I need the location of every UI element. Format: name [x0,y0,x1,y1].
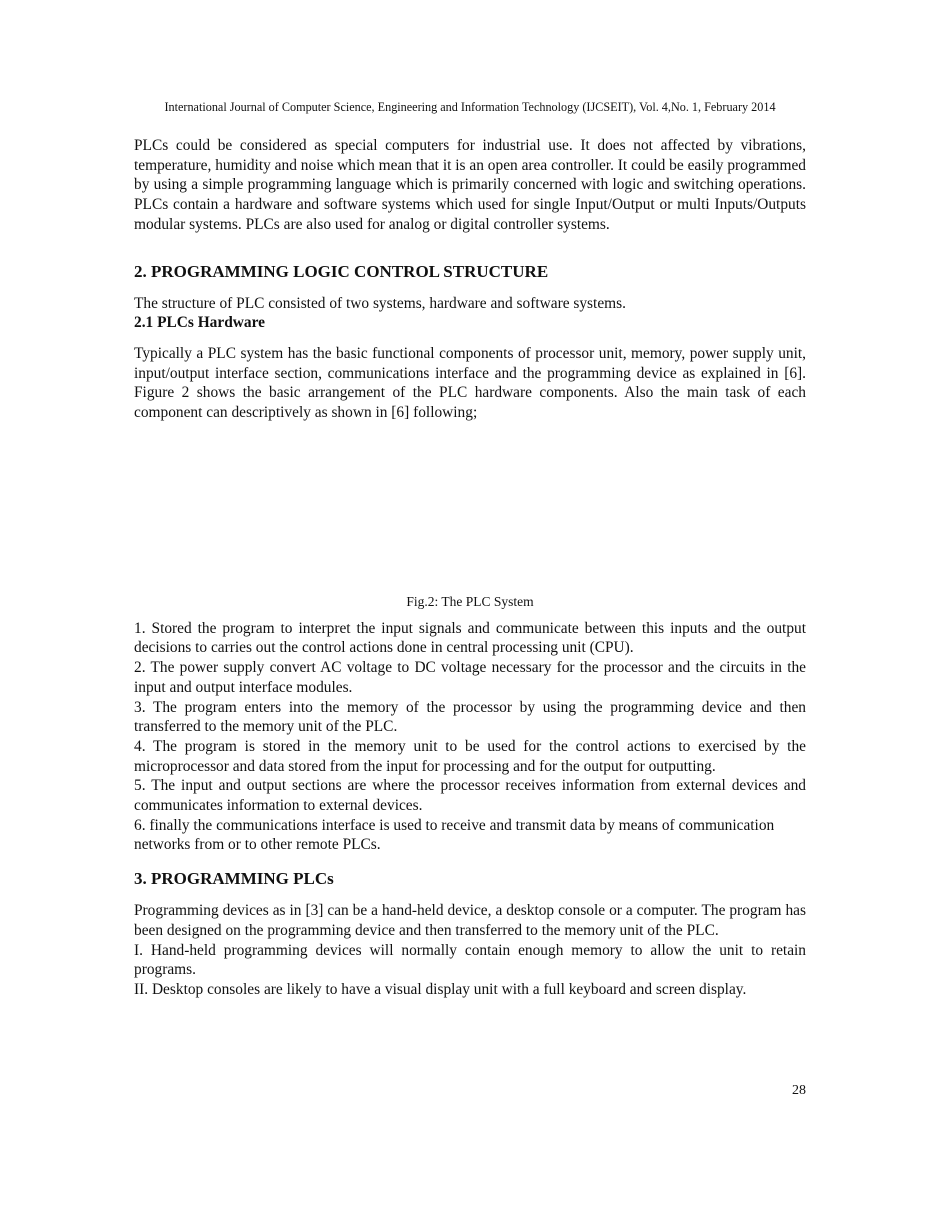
subsection-2-1-heading: 2.1 PLCs Hardware [134,314,265,332]
intro-paragraph: PLCs could be considered as special computers for industrial use. It does not affected by vibrations, temperature, humidity and noise which mean that it is an open area controller. It could be easily programmed by using a simple programming language which is primarily concerned with logic and switching operations. PLCs contain a hardware and software systems which used for single Input/Output or multi Inputs/Outputs modular systems. PLCs are also used for analog or digital controller systems. [134,137,806,233]
section-2-intro: The structure of PLC consisted of two systems, hardware and software systems. [134,294,626,312]
list-item: 1. Stored the program to interpret the input signals and communicate between this inputs and the output decisions to carries out the control actions done in central processing unit (CPU). [134,619,806,657]
page-number: 28 [792,1083,806,1098]
list-item: I. Hand-held programming devices will normally contain enough memory to allow the unit to retain programs. [134,941,806,979]
section-2-heading: 2. PROGRAMMING LOGIC CONTROL STRUCTURE [134,261,549,281]
list-item: 4. The program is stored in the memory unit to be used for the control actions to exercised by the microprocessor and data stored from the input for processing and for the output for outputting. [134,737,806,775]
section-3-paragraph: Programming devices as in [3] can be a hand-held device, a desktop console or a computer. The program has been designed on the programming device and then transferred to the memory unit of the PLC. [134,902,806,939]
figure-caption: Fig.2: The PLC System [406,593,534,609]
section-3-heading: 3. PROGRAMMING PLCs [134,869,334,889]
figure-placeholder [134,423,806,593]
page-body [134,136,806,1000]
list-item: 3. The program enters into the memory of the processor by using the programming device and then transferred to the memory unit of the PLC. [134,698,806,736]
list-item: 5. The input and output sections are where the processor receives information from external devices and communicates information to external devices. [134,777,806,815]
list-item: II. Desktop consoles are likely to have a visual display unit with a full keyboard and screen display. [134,980,747,998]
journal-header: International Journal of Computer Science, Engineering and Information Technology (IJCSEIT), Vol. 4,No. 1, February 2014 [164,100,776,114]
list-item: 6. finally the communications interface is used to receive and transmit data by means of communication networks from or to other remote PLCs. [134,816,775,854]
numbered-list [134,619,806,855]
section-2-1-paragraph: Typically a PLC system has the basic functional components of processor unit, memory, power supply unit, input/output interface section, communications interface and the programming device as explained in [6]. Figure 2 shows the basic arrangement of the PLC hardware components. Also the main task of each component can descriptively as shown in [6] following; [134,344,806,422]
list-item: 2. The power supply convert AC voltage to DC voltage necessary for the processor and the circuits in the input and output interface modules. [134,659,806,696]
